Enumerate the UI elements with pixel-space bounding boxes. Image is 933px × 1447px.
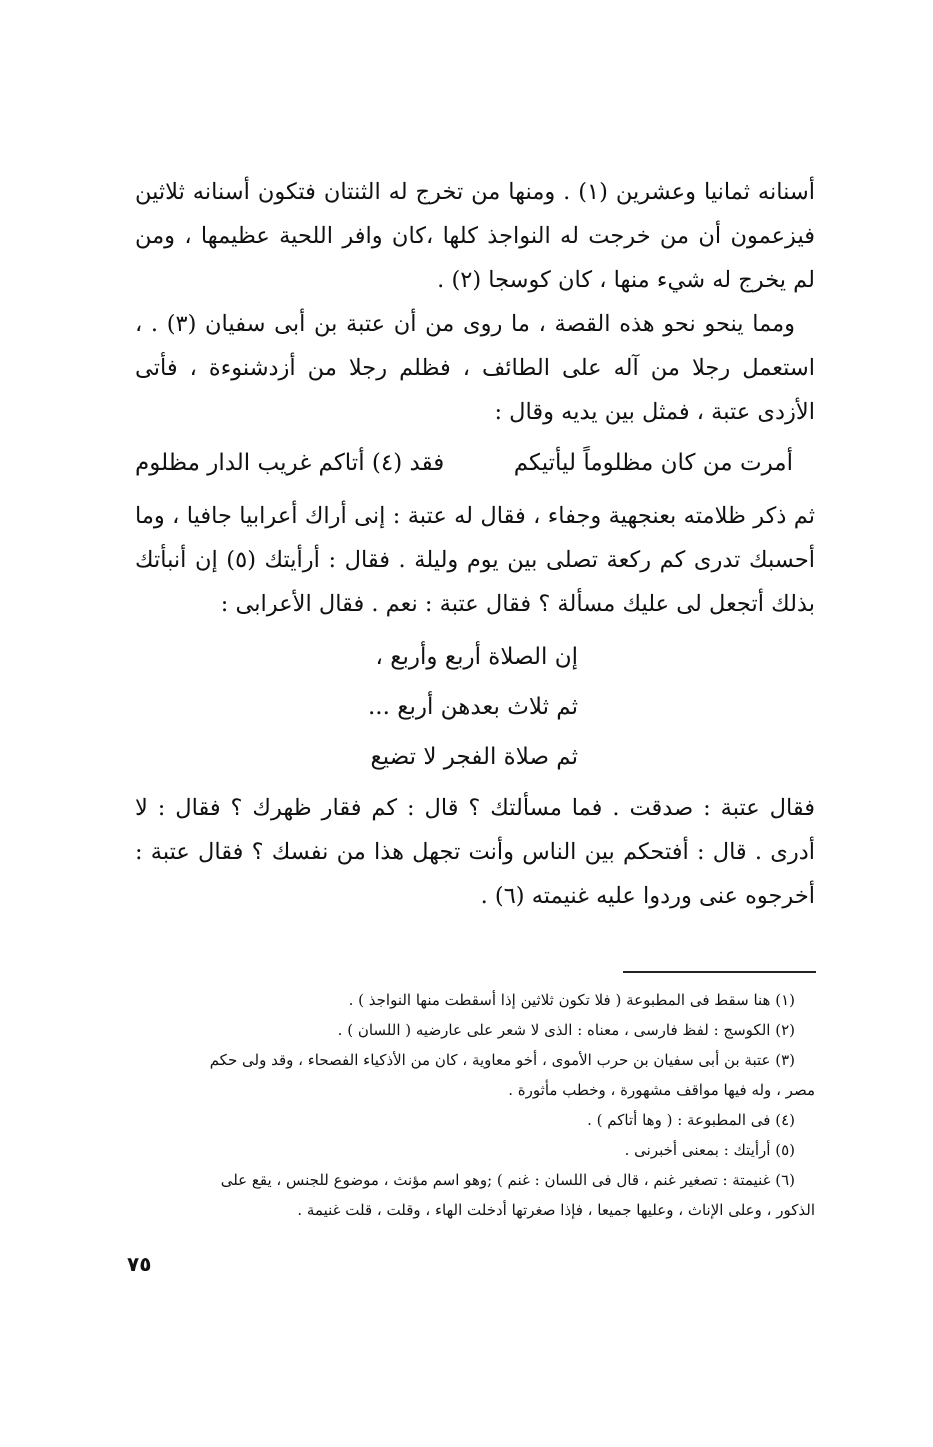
footnote-4: (٤) فى المطبوعة : ( وها أتاكم ) . — [587, 1111, 795, 1129]
poem-block — [135, 632, 815, 782]
footnote-3: (٣) عتبة بن أبى سفيان بن حرب الأموى ، أخو معاوية ، كان من الأذكياء الفصحاء ، وقد ولى حكم — [209, 1051, 795, 1069]
poem-line: ثم صلاة الفجر لا تضيع — [370, 744, 578, 770]
verse-couplet — [135, 440, 815, 486]
footnote-5: (٥) أرأيتك : بمعنى أخبرنى . — [624, 1141, 795, 1159]
footnote-3-continued: مصر ، وله فيها مواقف مشهورة ، وخطب مأثورة . — [508, 1081, 815, 1099]
footnotes — [135, 985, 815, 1225]
paragraph-2: ومما ينحو نحو هذه القصة ، ما روى من أن عتبة بن أبى سفيان (٣) . ، استعمل رجلا من آله على الطائف ، فظلم رجلا من أزدشنوءة ، فأتى الأزدى عتبة ، فمثل بين يديه وقال : — [135, 311, 815, 425]
poem-line: ثم ثلاث بعدهن أربع ... — [367, 694, 578, 720]
paragraph-3: ثم ذكر ظلامته بعنجهية وجفاء ، فقال له عتبة : إنى أراك أعرابيا جافيا ، وما أحسبك تدرى كم ركعة تصلى بين يوم وليلة . فقال : أرأيتك (٥) إن أنبأتك بذلك أتجعل لى عليك مسألة ؟ فقال عتبة : نعم . فقال الأعرابى : — [135, 503, 815, 617]
verse-first-hemistich: أمرت من كان مظلوماً ليأتيكم — [513, 450, 793, 476]
footnote-1: (١) هنا سقط فى المطبوعة ( فلا تكون ثلاثين إذا أسقطت منها النواجذ ) . — [348, 991, 795, 1009]
main-text — [135, 170, 815, 918]
footnote-divider — [623, 971, 816, 973]
page-number: ٧٥ — [127, 1252, 152, 1276]
poem-line: إن الصلاة أربع وأربع ، — [375, 644, 578, 670]
verse-second-hemistich: فقد (٤) أتاكم غريب الدار مظلوم — [135, 450, 445, 476]
paragraph-1: أسنانه ثمانيا وعشرين (١) . ومنها من تخرج له الثنتان فتكون أسنانه ثلاثين فيزعمون أن من خرجت له النواجذ كلها ،كان وافر اللحية عظيمها ، ومن لم يخرج له شيء منها ، كان كوسجا (٢) . — [135, 179, 816, 293]
footnote-6: (٦) غنيمتة : تصغير غنم ، قال فى اللسان : غنم ) ;وهو اسم مؤنث ، موضوع للجنس ، يقع على — [220, 1171, 795, 1189]
footnote-2: (٢) الكوسج : لفظ فارسى ، معناه : الذى لا شعر على عارضيه ( اللسان ) . — [337, 1021, 795, 1039]
footnote-6-continued: الذكور ، وعلى الإناث ، وعليها جميعا ، فإذا صغرتها أدخلت الهاء ، وقلت ، قلت غنيمة . — [297, 1201, 815, 1219]
paragraph-4: فقال عتبة : صدقت . فما مسألتك ؟ قال : كم فقار ظهرك ؟ فقال : لا أدرى . قال : أفتحكم بين الناس وأنت تجهل هذا من نفسك ؟ فقال عتبة : أخرجوه عنى وردوا عليه غنيمته (٦) . — [135, 795, 815, 909]
